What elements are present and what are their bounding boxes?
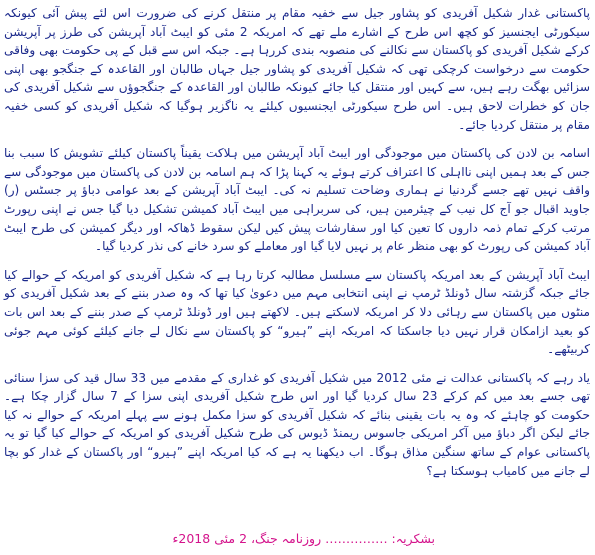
article-paragraph: ایبٹ آباد آپریشن کے بعد امریکہ پاکستان سے مسلسل مطالبہ کرتا رہا ہے کہ شکیل آفریدی کو امریکہ کے حوالے کیا جائے جبکہ گزشتہ سال ڈونلڈ ٹرمپ نے اپنی انتخابی مہم میں دعویٰ کیا تھا کہ وہ صدر بننے کے بعد شکیل آفریدی کو منٹوں میں پاکستان سے رہائی دلا کر امریکہ لاسکتے ہیں۔ لاکھتے ہیں اور ڈونلڈ ٹرمپ کے صدر بننے کے بعد اس بات کو بعید ازامکان قرار نہیں دیا جاسکتا کہ امریکہ اپنے ”ہیرو“ کو پاکستان سے نکال لے جانے کیلئے کوئی مہم جوئی کربیٹھے۔ — [4, 267, 590, 357]
article-body — [4, 4, 590, 490]
article-paragraph: پاکستانی غدار شکیل آفریدی کو پشاور جیل سے خفیہ مقام پر منتقل کرنے کی ضرورت اس لئے پیش آئی کیونکہ سیکورٹی ایجنسیز کو کچھ اس طرح کے اشارے ملے تھے کہ امریکہ 2 مئی کو ایبٹ آباد آپریشن کی طرز پر آپریشن کرکے شکیل آفریدی کو پاکستان سے نکالنے کی منصوبہ بندی کررہا ہے۔ جبکہ اس سے قبل کے پی حکومت بھی وفاقی حکومت سے درخواست کرچکی تھی کہ شکیل آفریدی کو پشاور جیل جہاں طالبان اور القاعدہ کے جنگجو بھی اپنی سزائیں بھگت رہے ہیں، سے کہیں اور منتقل کیا جائے کیونکہ طالبان اور القاعدہ کے جنگجوؤں سے شکیل آفریدی کی جان کو خطرات لاحق ہیں۔ اس طرح سیکورٹی ایجنسیوں کیلئے یہ ناگزیر ہوگیا کہ شکیل آفریدی کو کسی خفیہ مقام پر منتقل کردیا جائے۔ — [4, 6, 590, 132]
article-paragraph: یاد رہے کہ پاکستانی عدالت نے مئی 2012 میں شکیل آفریدی کو غداری کے مقدمے میں 33 سال قید کی سزا سنائی تھی جسے بعد میں کم کرکے 23 سال کردیا گیا اور اس طرح شکیل آفریدی اپنی سزا کے 7 سال گزار چکا ہے۔ حکومت کو چاہئے کہ وہ یہ بات یقینی بنائے کہ شکیل آفریدی کو سزا مکمل ہونے سے پہلے امریکہ کے حوالے نہ کیا جائے لیکن اگر دباؤ میں آکر امریکی جاسوس ریمنڈ ڈیوس کی طرح شکیل آفریدی کو امریکہ کے حوالے کیا گیا تو یہ پاکستانی عوام کے ساتھ سنگین مذاق ہوگا۔ اب دیکھنا یہ ہے کہ کیا امریکہ اپنے ”ہیرو“ اور پاکستان کے غدار کو بچا لے جانے میں کامیاب ہوسکتا ہے؟ — [4, 370, 590, 478]
source-credit: بشکریہ: …………… روزنامہ جنگ، 2 مئی 2018ء — [172, 531, 435, 546]
article-paragraph: اسامہ بن لادن کی پاکستان میں موجودگی اور ایبٹ آباد آپریشن میں ہلاکت یقیناً پاکستان کیلئے تشویش کا سبب بنا جس کے بعد ہمیں اپنی نااہلی کا اعتراف کرتے ہوئے یہ کہنا پڑا کہ ہم اسامہ بن لادن کی پاکستان میں موجودگی سے واقف نہیں تھے جسے گردنیا نے ہماری وضاحت تسلیم نہ کی۔ ایبٹ آباد آپریشن کے بعد عوامی دباؤ پر جسٹس (ر) جاوید اقبال جو آج کل نیب کے چیئرمین ہیں، کی سربراہی میں ایبٹ آباد کمیشن تشکیل دیا گیا جس نے اپنی رپورٹ مرتب کرکے تمام ذمہ داروں کا تعین کیا اور سفارشات پیش کیں لیکن سقوط ڈھاکہ اور دیگر کمیشن کی طرح ایبٹ آباد کمیشن کی رپورٹ کو بھی منظر عام پر نہیں لایا گیا اور معاملے کو سرد خانے کی نذر کردیا گیا۔ — [4, 146, 590, 254]
